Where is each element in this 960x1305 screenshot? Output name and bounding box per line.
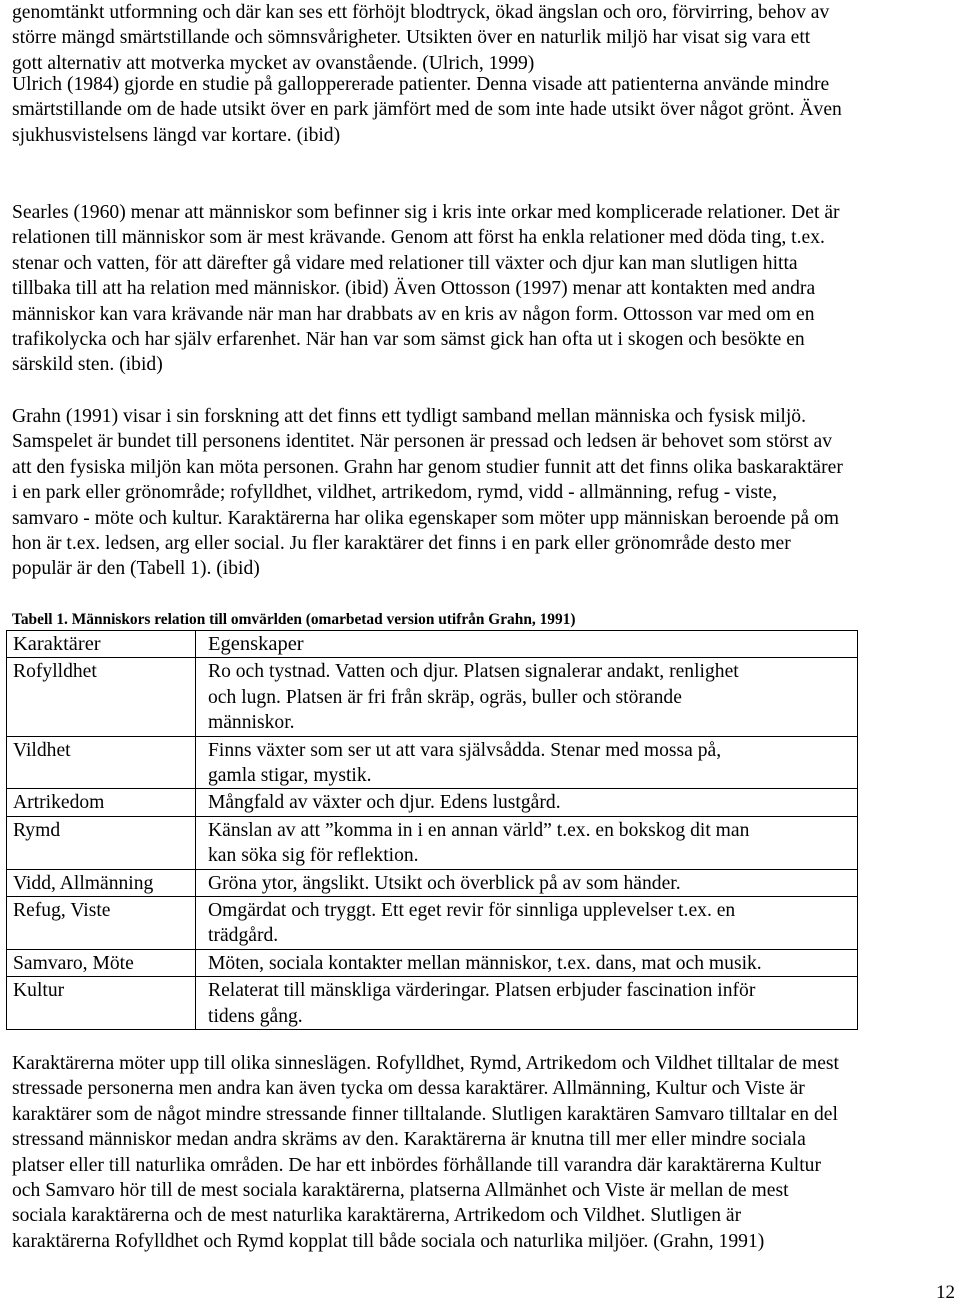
table-row	[7, 736, 858, 789]
text-line: karaktärerna Rofylldhet och Rymd kopplat till både sociala och naturlika miljöer. (Grahn, 1991)	[12, 1230, 765, 1252]
text-line: att den fysiska miljön kan möta personen. Grahn har genom studier funnit att det finns olika baskaraktärer	[12, 456, 843, 478]
description-line: trädgård.	[208, 925, 279, 947]
description-line: människor.	[208, 712, 295, 734]
characteristic-description	[196, 658, 858, 736]
text-line: Karaktärerna möter upp till olika sinneslägen. Rofylldhet, Rymd, Artrikedom och Vildhet tilltalar de mest	[12, 1053, 839, 1074]
characteristic-name: Vildhet	[7, 736, 196, 789]
text-line: genomtänkt utformning och där kan ses ett förhöjt blodtryck, ökad ängslan och oro, förvirring, behov av	[12, 2, 830, 23]
text-line: Samspelet är bundet till personens identitet. När personen är pressad och ledsen är behovet som störst av	[12, 431, 832, 453]
characteristic-name: Rofylldhet	[7, 658, 196, 736]
text-line: tillbaka till att ha relation med människor. (ibid) Även Ottosson (1997) menar att kontakten med andra	[12, 278, 816, 300]
characteristic-description	[196, 736, 858, 789]
table-row	[7, 896, 858, 949]
characteristic-description	[196, 977, 858, 1030]
text-line: Grahn (1991) visar i sin forskning att det finns ett tydligt samband mellan människa och fysisk miljö.	[12, 406, 806, 427]
paragraph	[12, 0, 829, 76]
description-line: Ro och tystnad. Vatten och djur. Platsen signalerar andakt, renlighet	[208, 661, 739, 683]
table-row	[7, 658, 858, 736]
characteristic-description	[196, 949, 858, 976]
text-line: platser eller till naturlika områden. De har ett inbördes förhållande till varandra där karaktärerna Kultur	[12, 1154, 821, 1176]
characteristic-description	[196, 896, 858, 949]
column-header: Karaktärer	[7, 631, 196, 658]
text-line: Searles (1960) menar att människor som befinner sig i kris inte orkar med komplicerade relationer. Det är	[12, 202, 840, 223]
table-row	[7, 949, 858, 976]
text-line: och Samvaro hör till de mest sociala karaktärerna, platserna Allmänhet och Viste är mellan de mest	[12, 1179, 789, 1201]
text-line: i en park eller grönområde; rofylldhet, vildhet, artrikedom, rymd, vidd - allmänning, refug - viste,	[12, 482, 778, 504]
characteristic-name: Kultur	[7, 977, 196, 1030]
text-line: stenar och vatten, för att därefter gå vidare med relationer till växter och djur kan man slutligen hitta	[12, 252, 798, 274]
paragraph	[12, 1051, 839, 1254]
table-row	[7, 869, 858, 896]
description-line: gamla stigar, mystik.	[208, 764, 372, 786]
description-line: Möten, sociala kontakter mellan människor, t.ex. dans, mat och musik.	[208, 952, 762, 974]
text-line: relationen till människor som är mest krävande. Genom att först ha enkla relationer med döda ting, t.ex.	[12, 227, 825, 249]
paragraph	[12, 404, 843, 582]
characteristic-name: Artrikedom	[7, 789, 196, 816]
text-line: människor kan vara krävande när man har drabbats av en kris av någon form. Ottosson var med om en	[12, 303, 815, 325]
text-line: sjukhusvistelsens längd var kortare. (ibid)	[12, 124, 341, 146]
description-line: tidens gång.	[208, 1005, 303, 1027]
description-line: Omgärdat och tryggt. Ett eget revir för sinnliga upplevelser t.ex. en	[208, 899, 736, 921]
table-row	[7, 789, 858, 816]
text-line: karaktärer som de något mindre stressande finner tilltalande. Slutligen karaktären Samvaro tilltalar en del	[12, 1103, 838, 1125]
characteristics-table	[6, 630, 858, 1030]
description-line: kan söka sig för reflektion.	[208, 845, 419, 867]
text-line: större mängd smärtstillande och sömnsvårigheter. Utsikten över en naturlik miljö har visat sig vara ett	[12, 27, 811, 49]
characteristic-name: Rymd	[7, 816, 196, 869]
text-line: Ulrich (1984) gjorde en studie på galloppererade patienter. Denna visade att patienterna använde mindre	[12, 74, 830, 95]
text-line: hon är t.ex. ledsen, arg eller social. Ju fler karaktärer det finns i en park eller grönområde desto mer	[12, 532, 791, 554]
text-line: trafikolycka och har själv erfarenhet. När han var som sämst gick han ofta ut i skogen och besökte en	[12, 328, 805, 350]
table-row	[7, 977, 858, 1030]
text-line: smärtstillande om de hade utsikt över en park jämfört med de som inte hade utsikt över något grönt. Även	[12, 99, 842, 121]
description-line: Relaterat till mänskliga värderingar. Platsen erbjuder fascination inför	[208, 980, 756, 1002]
description-line: Känslan av att ”komma in i en annan värld” t.ex. en bokskog dit man	[208, 819, 750, 841]
paragraph	[12, 72, 842, 148]
characteristic-name: Refug, Viste	[7, 896, 196, 949]
text-line: stressade personerna men andra kan även tycka om dessa karaktärer. Allmänning, Kultur och Viste är	[12, 1078, 805, 1100]
table-caption: Tabell 1. Människors relation till omvärlden (omarbetad version utifrån Grahn, 1991)	[12, 611, 576, 628]
description-line: Mångfald av växter och djur. Edens lustgård.	[208, 792, 561, 814]
text-line: sociala karaktärerna och de mest naturlika karaktärerna, Artrikedom och Vildhet. Slutligen är	[12, 1205, 742, 1227]
characteristic-description	[196, 869, 858, 896]
text-line: stressand människor medan andra skräms av den. Karaktärerna är knutna till mer eller mindre sociala	[12, 1129, 806, 1151]
description-line: och lugn. Platsen är fri från skräp, ogräs, buller och störande	[208, 686, 682, 708]
characteristic-name: Samvaro, Möte	[7, 949, 196, 976]
text-line: gott alternativ att motverka mycket av ovanstående. (Ulrich, 1999)	[12, 52, 535, 74]
characteristic-name: Vidd, Allmänning	[7, 869, 196, 896]
paragraph	[12, 200, 840, 378]
table-row	[7, 816, 858, 869]
page-number: 12	[936, 1282, 955, 1303]
column-header: Egenskaper	[196, 631, 858, 658]
table-header-row	[7, 631, 858, 658]
text-line: samvaro - möte och kultur. Karaktärerna har olika egenskaper som möter upp människan beroende på om	[12, 507, 840, 529]
characteristic-description	[196, 816, 858, 869]
description-line: Gröna ytor, ängslikt. Utsikt och överblick på av som händer.	[208, 872, 681, 894]
text-line: särskild sten. (ibid)	[12, 354, 163, 376]
characteristic-description	[196, 789, 858, 816]
text-line: populär är den (Tabell 1). (ibid)	[12, 558, 260, 580]
description-line: Finns växter som ser ut att vara självsådda. Stenar med mossa på,	[208, 739, 722, 761]
